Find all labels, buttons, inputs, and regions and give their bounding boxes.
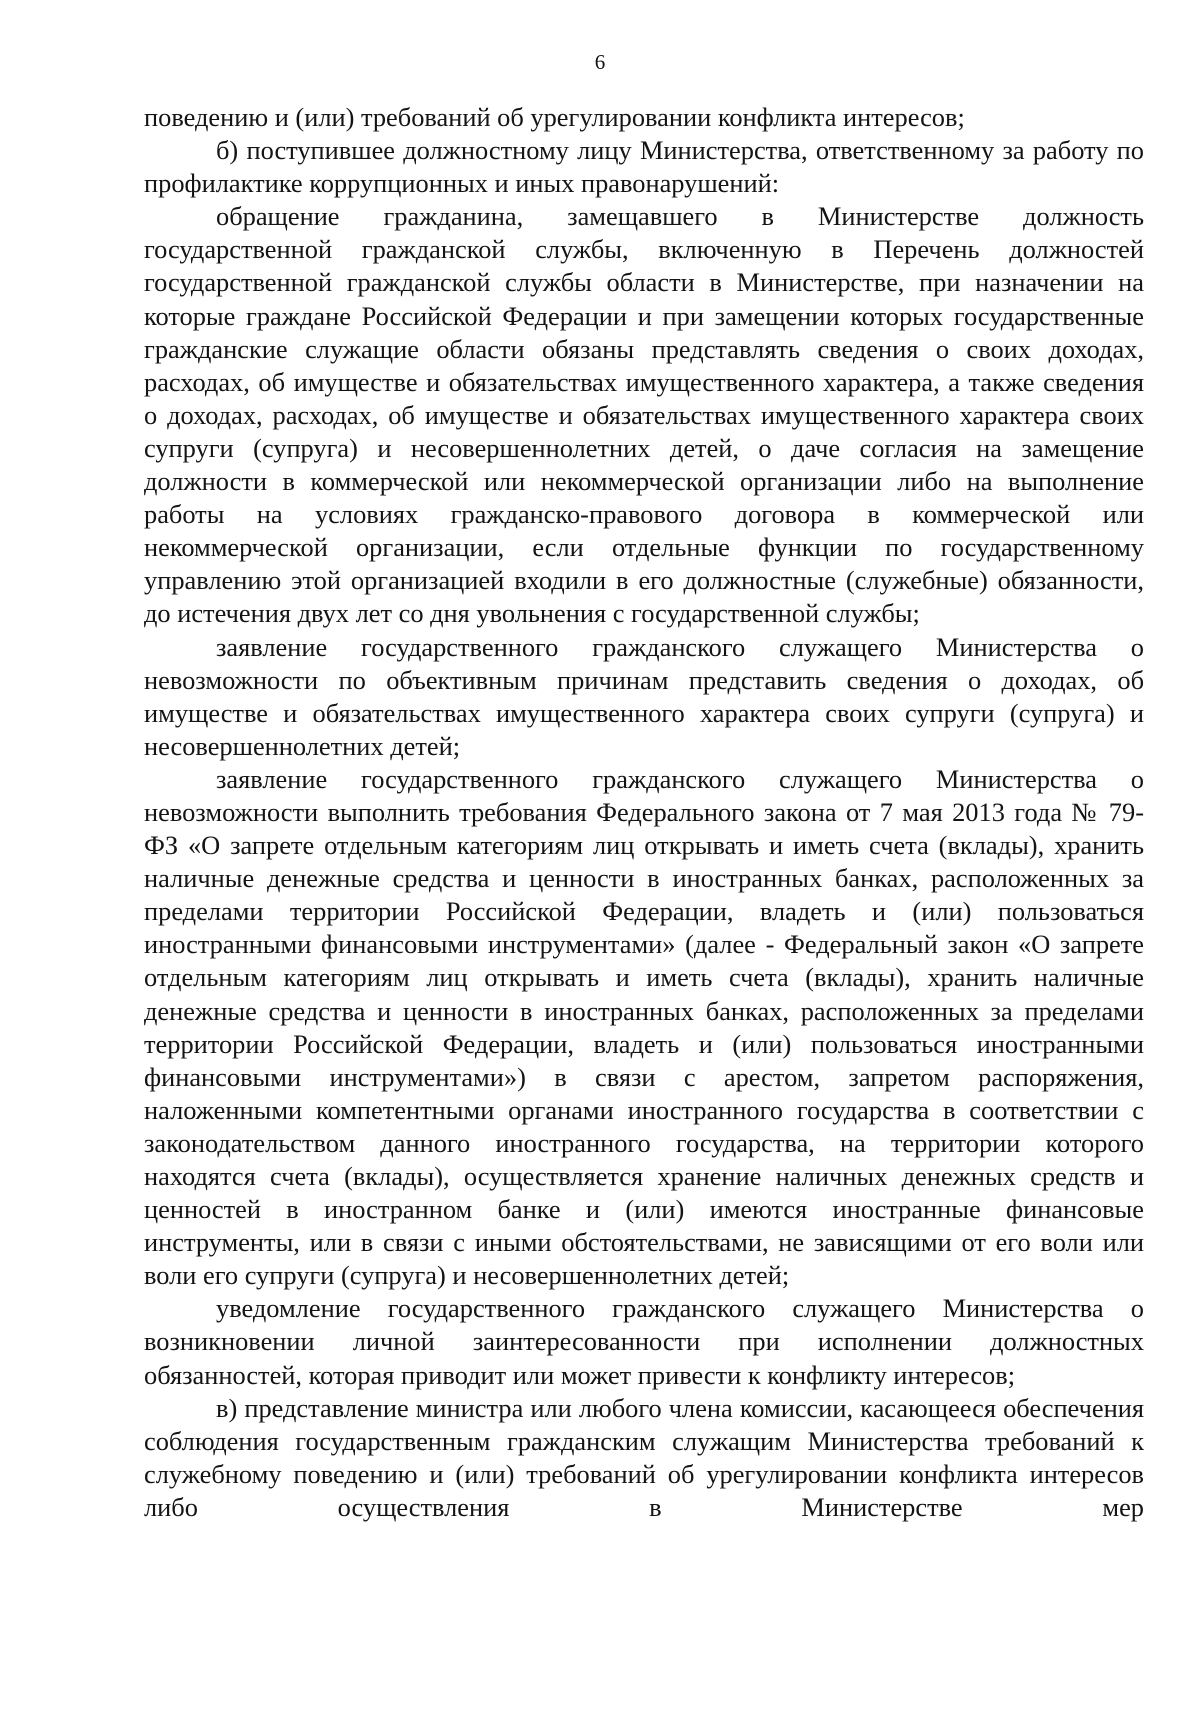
page-number: 6 (594, 50, 606, 74)
paragraph-statement-income-impossibility: заявление государственного гражданского служащего Министерства о невозможности по объективным причинам представить сведения о доходах, об имуществе и обязательствах имущественного характера своих супруги (супруга) и несовершеннолетних детей; (144, 631, 1144, 761)
paragraph-continuation: поведению и (или) требований об урегулировании конфликта интересов; (144, 102, 965, 132)
paragraph-statement-federal-law: заявление государственного гражданского служащего Министерства о невозможности выполнить требования Федерального закона от 7 мая 2013 года № 79-ФЗ «О запрете отдельным категориям лиц открывать и иметь счета (вклады), хранить наличные денежные средства и ценности в иностранных банках, расположенных за пределами территории Российской Федерации, владеть и (или) пользоваться иностранными финансовыми инструментами» (далее - Федеральный закон «О запрете отдельным категориям лиц открывать и иметь счета (вклады), хранить наличные денежные средства и ценности в иностранных банках, расположенных за пределами территории Российской Федерации, владеть и (или) пользоваться иностранными финансовыми инструментами») в связи с арестом, запретом распоряжения, наложенными компетентными органами иностранного государства в соответствии с законодательством данного иностранного государства, на территории которого находятся счета (вклады), осуществляется хранение наличных денежных средств и ценностей в иностранном банке и (или) имеются иностранные финансовые инструменты, или в связи с иными обстоятельствами, не зависящими от его воли или воли его супруги (супруга) и несовершеннолетних детей; (144, 763, 1144, 1291)
paragraph-notification-interest: уведомление государственного гражданского служащего Министерства о возникновении личной заинтересованности при исполнении должностных обязанностей, которая приводит или может привести к конфликту интересов; (144, 1293, 1144, 1390)
paragraph-item-b: б) поступившее должностному лицу Министерства, ответственному за работу по профилактике коррупционных и иных правонарушений: (144, 135, 1144, 199)
paragraph-citizen-appeal: обращение гражданина, замещавшего в Министерстве должность государственной гражданской службы, включенную в Перечень должностей государственной гражданской службы области в Министерстве, при назначении на которые граждане Российской Федерации и при замещении которых государственные гражданские служащие области обязаны представлять сведения о своих доходах, расходах, об имуществе и обязательствах имущественного характера, а также сведения о доходах, расходах, об имуществе и обязательствах имущественного характера своих супруги (супруга) и несовершеннолетних детей, о даче согласия на замещение должности в коммерческой или некоммерческой организации либо на выполнение работы на условиях гражданско-правового договора в коммерческой или некоммерческой организации, если отдельные функции по государственному управлению этой организацией входили в его должностные (служебные) обязанности, до истечения двух лет со дня увольнения с государственной службы; (144, 201, 1144, 629)
document-body (144, 101, 1144, 1524)
paragraph-item-v: в) представление министра или любого члена комиссии, касающееся обеспечения соблюдения государственным гражданским служащим Министерства требований к служебному поведению и (или) требований об урегулировании конфликта интересов либо осуществления в Министерстве мер (144, 1392, 1144, 1522)
